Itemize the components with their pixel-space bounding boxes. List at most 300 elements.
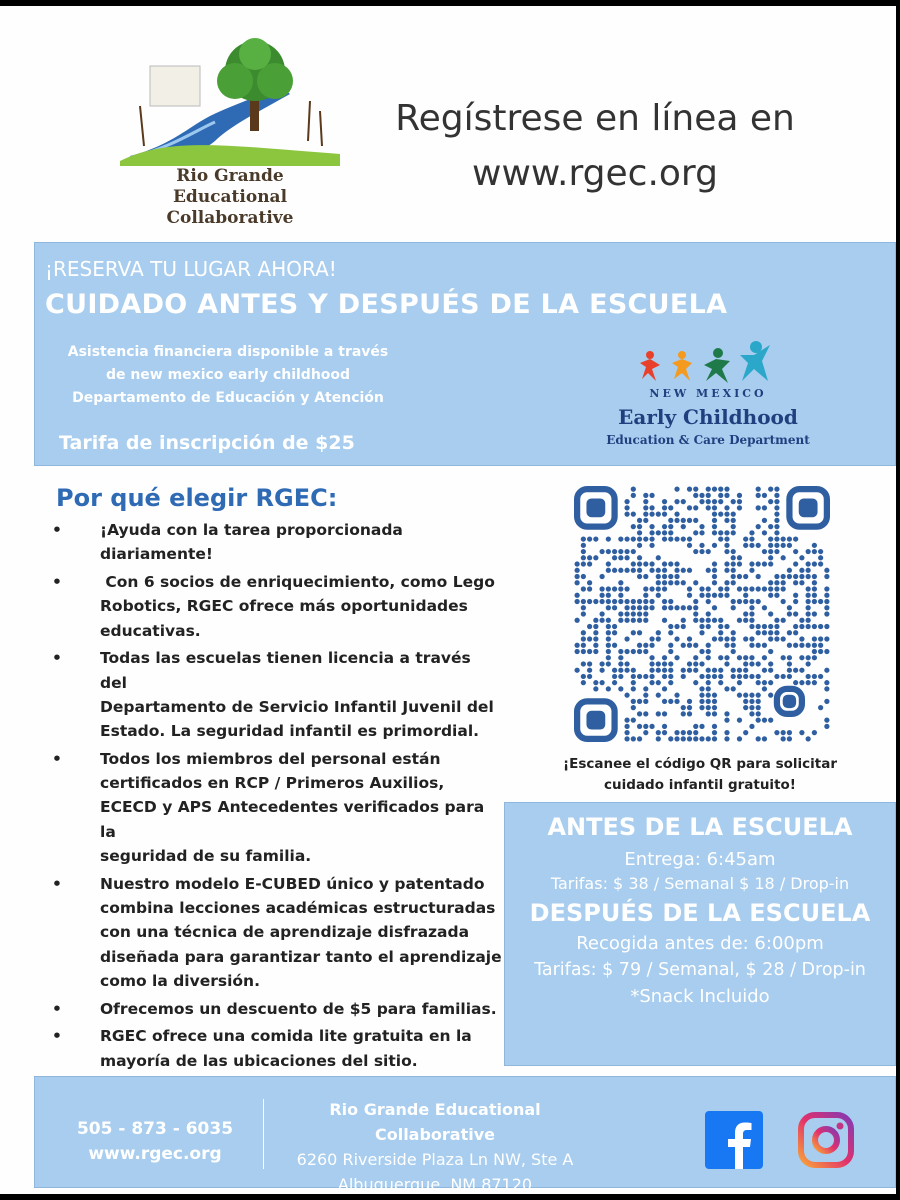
qr-module bbox=[724, 624, 729, 629]
qr-module bbox=[668, 536, 673, 541]
qr-module bbox=[599, 668, 604, 673]
register-line-1: Regístrese en línea en bbox=[395, 98, 795, 139]
qr-module bbox=[737, 574, 742, 579]
qr-module bbox=[649, 530, 654, 535]
qr-module bbox=[624, 718, 629, 723]
qr-module bbox=[612, 555, 617, 560]
bullet: • bbox=[52, 521, 62, 539]
qr-module bbox=[793, 536, 798, 541]
qr-module bbox=[631, 511, 636, 516]
qr-module bbox=[606, 593, 611, 598]
qr-module bbox=[812, 643, 817, 648]
qr-module bbox=[587, 580, 592, 585]
qr-module bbox=[656, 586, 661, 591]
qr-module bbox=[643, 499, 648, 504]
bullet: • bbox=[52, 572, 62, 591]
item-line: Todas las escuelas tienen licencia a través del bbox=[100, 649, 471, 692]
qr-module bbox=[706, 680, 711, 685]
qr-module bbox=[631, 736, 636, 741]
qr-module bbox=[706, 593, 711, 598]
qr-module bbox=[681, 568, 686, 573]
qr-module bbox=[631, 524, 636, 529]
qr-module bbox=[681, 705, 686, 710]
qr-module bbox=[824, 574, 829, 579]
qr-module bbox=[674, 574, 679, 579]
qr-module bbox=[606, 661, 611, 666]
qr-module bbox=[624, 724, 629, 729]
instagram-icon[interactable] bbox=[797, 1111, 855, 1169]
qr-module bbox=[637, 605, 642, 610]
qr-module bbox=[681, 730, 686, 735]
schedule-box bbox=[504, 802, 896, 1066]
qr-module bbox=[762, 493, 767, 498]
qr-module bbox=[631, 686, 636, 691]
qr-module bbox=[593, 599, 598, 604]
qr-module bbox=[581, 649, 586, 654]
qr-module bbox=[812, 649, 817, 654]
qr-module bbox=[699, 624, 704, 629]
qr-module bbox=[762, 624, 767, 629]
qr-module bbox=[581, 661, 586, 666]
item-line: Robotics, RGEC ofrece más oportunidades bbox=[100, 597, 468, 616]
logo-line-3: Collaborative bbox=[166, 208, 294, 228]
qr-module bbox=[687, 730, 692, 735]
qr-module bbox=[806, 549, 811, 554]
qr-module bbox=[581, 636, 586, 641]
qr-module bbox=[724, 580, 729, 585]
qr-module bbox=[581, 611, 586, 616]
qr-module bbox=[631, 680, 636, 685]
qr-module bbox=[812, 599, 817, 604]
qr-module bbox=[687, 586, 692, 591]
qr-module bbox=[781, 636, 786, 641]
qr-module bbox=[656, 661, 661, 666]
qr-module bbox=[812, 611, 817, 616]
qr-module bbox=[724, 593, 729, 598]
qr-module bbox=[724, 493, 729, 498]
qr-module bbox=[799, 574, 804, 579]
qr-module bbox=[631, 649, 636, 654]
qr-module bbox=[612, 568, 617, 573]
qr-module bbox=[806, 586, 811, 591]
qr-module bbox=[718, 536, 723, 541]
qr-module bbox=[712, 736, 717, 741]
phone-number[interactable]: 505 - 873 - 6035 bbox=[76, 1119, 234, 1139]
qr-module bbox=[699, 686, 704, 691]
qr-module bbox=[762, 686, 767, 691]
qr-module bbox=[699, 493, 704, 498]
qr-module bbox=[612, 624, 617, 629]
qr-module bbox=[793, 643, 798, 648]
qr-module bbox=[756, 524, 761, 529]
qr-module bbox=[637, 574, 642, 579]
website-link[interactable]: www.rgec.org bbox=[88, 1144, 222, 1164]
qr-module bbox=[737, 618, 742, 623]
qr-module bbox=[749, 693, 754, 698]
qr-module bbox=[824, 568, 829, 573]
qr-module bbox=[762, 605, 767, 610]
qr-module bbox=[637, 561, 642, 566]
qr-module bbox=[606, 643, 611, 648]
qr-module bbox=[593, 643, 598, 648]
qr-module bbox=[731, 561, 736, 566]
why-list bbox=[52, 518, 502, 1076]
qr-module bbox=[643, 611, 648, 616]
qr-module bbox=[724, 568, 729, 573]
qr-module bbox=[699, 543, 704, 548]
qr-module bbox=[749, 655, 754, 660]
qr-module bbox=[624, 586, 629, 591]
qr-module bbox=[687, 568, 692, 573]
qr-module bbox=[812, 624, 817, 629]
qr-module bbox=[768, 649, 773, 654]
qr-module bbox=[643, 511, 648, 516]
qr-module bbox=[781, 736, 786, 741]
qr-module bbox=[712, 530, 717, 535]
qr-module bbox=[649, 586, 654, 591]
qr-module bbox=[731, 530, 736, 535]
qr-module bbox=[706, 599, 711, 604]
qr-module bbox=[768, 561, 773, 566]
qr-module bbox=[724, 661, 729, 666]
qr-module bbox=[731, 499, 736, 504]
qr-module bbox=[824, 611, 829, 616]
qr-module bbox=[718, 668, 723, 673]
qr-module bbox=[699, 705, 704, 710]
qr-module bbox=[768, 693, 773, 698]
qr-module bbox=[793, 668, 798, 673]
qr-module bbox=[768, 668, 773, 673]
qr-module bbox=[706, 655, 711, 660]
qr-module bbox=[756, 711, 761, 716]
qr-module bbox=[768, 555, 773, 560]
qr-module bbox=[737, 599, 742, 604]
qr-module bbox=[818, 643, 823, 648]
qr-module bbox=[799, 730, 804, 735]
qr-module bbox=[649, 599, 654, 604]
qr-module bbox=[812, 593, 817, 598]
qr-module bbox=[599, 611, 604, 616]
qr-module bbox=[649, 643, 654, 648]
qr-module bbox=[662, 505, 667, 510]
snack-note: *Snack Incluido bbox=[630, 986, 770, 1007]
qr-module bbox=[643, 618, 648, 623]
qr-module bbox=[793, 549, 798, 554]
qr-module bbox=[618, 661, 623, 666]
qr-module bbox=[787, 736, 792, 741]
qr-module bbox=[699, 530, 704, 535]
qr-module bbox=[643, 593, 648, 598]
qr-module bbox=[668, 574, 673, 579]
qr-module bbox=[681, 674, 686, 679]
ececd-logo bbox=[583, 333, 833, 453]
qr-module bbox=[687, 711, 692, 716]
qr-module bbox=[806, 593, 811, 598]
qr-module bbox=[593, 624, 598, 629]
qr-module bbox=[599, 661, 604, 666]
qr-module bbox=[656, 530, 661, 535]
qr-module bbox=[574, 568, 579, 573]
qr-module bbox=[706, 618, 711, 623]
qr-module bbox=[774, 505, 779, 510]
qr-module bbox=[668, 661, 673, 666]
qr-module bbox=[818, 599, 823, 604]
qr-module bbox=[824, 668, 829, 673]
qr-module bbox=[806, 561, 811, 566]
qr-module bbox=[768, 611, 773, 616]
qr-module bbox=[637, 518, 642, 523]
qr-module bbox=[674, 655, 679, 660]
qr-module bbox=[599, 549, 604, 554]
register-url[interactable]: www.rgec.org bbox=[472, 153, 718, 194]
qr-module bbox=[799, 680, 804, 685]
qr-module bbox=[699, 649, 704, 654]
qr-module bbox=[581, 630, 586, 635]
qr-module bbox=[693, 605, 698, 610]
qr-module bbox=[668, 605, 673, 610]
qr-module bbox=[662, 580, 667, 585]
qr-module bbox=[774, 486, 779, 491]
qr-module bbox=[662, 536, 667, 541]
qr-module bbox=[693, 661, 698, 666]
qr-module bbox=[731, 518, 736, 523]
item-line: Ofrecemos un descuento de $5 para familias. bbox=[100, 999, 497, 1018]
qr-module bbox=[593, 555, 598, 560]
qr-module bbox=[606, 649, 611, 654]
qr-module bbox=[643, 574, 648, 579]
qr-code[interactable] bbox=[574, 486, 830, 742]
qr-module bbox=[606, 549, 611, 554]
footer bbox=[34, 1076, 896, 1194]
contact bbox=[65, 1117, 245, 1167]
qr-module bbox=[693, 724, 698, 729]
qr-module bbox=[762, 718, 767, 723]
qr-module bbox=[668, 599, 673, 604]
qr-module bbox=[668, 580, 673, 585]
qr-module bbox=[712, 580, 717, 585]
qr-module bbox=[637, 618, 642, 623]
qr-module bbox=[674, 605, 679, 610]
qr-module bbox=[787, 668, 792, 673]
qr-module bbox=[731, 524, 736, 529]
facebook-icon[interactable] bbox=[705, 1111, 763, 1169]
qr-module bbox=[699, 524, 704, 529]
qr-module bbox=[693, 618, 698, 623]
qr-module bbox=[774, 674, 779, 679]
qr-module bbox=[724, 530, 729, 535]
qr-module bbox=[587, 624, 592, 629]
qr-module bbox=[768, 624, 773, 629]
qr-module bbox=[574, 574, 579, 579]
qr-module bbox=[743, 586, 748, 591]
qr-module bbox=[681, 668, 686, 673]
qr-module bbox=[656, 630, 661, 635]
qr-module bbox=[731, 605, 736, 610]
qr-module bbox=[749, 699, 754, 704]
qr-module bbox=[593, 649, 598, 654]
qr-module bbox=[706, 568, 711, 573]
qr-module bbox=[737, 586, 742, 591]
qr-module bbox=[643, 586, 648, 591]
qr-module bbox=[781, 655, 786, 660]
qr-module bbox=[812, 674, 817, 679]
qr-module bbox=[606, 599, 611, 604]
qr-module bbox=[624, 618, 629, 623]
qr-module bbox=[624, 599, 629, 604]
qr-module bbox=[824, 586, 829, 591]
qr-module bbox=[618, 580, 623, 585]
qr-module bbox=[643, 693, 648, 698]
before-dropoff: Entrega: 6:45am bbox=[624, 849, 776, 870]
qr-module bbox=[624, 693, 629, 698]
qr-module bbox=[637, 699, 642, 704]
qr-module bbox=[743, 705, 748, 710]
qr-module bbox=[756, 586, 761, 591]
qr-module bbox=[768, 586, 773, 591]
qr-caption-line-2: cuidado infantil gratuito! bbox=[604, 777, 796, 793]
address-line-2: Albuquerque, NM 87120 bbox=[337, 1175, 533, 1194]
qr-module bbox=[618, 593, 623, 598]
financial-assistance bbox=[43, 341, 413, 410]
qr-module bbox=[756, 624, 761, 629]
qr-module bbox=[674, 561, 679, 566]
qr-module bbox=[674, 486, 679, 491]
qr-module bbox=[643, 699, 648, 704]
ececd-dept: Education & Care Department bbox=[606, 433, 810, 447]
qr-module bbox=[649, 680, 654, 685]
list-item bbox=[52, 872, 502, 993]
qr-module bbox=[656, 711, 661, 716]
qr-module bbox=[824, 686, 829, 691]
qr-module bbox=[593, 536, 598, 541]
bullet: • bbox=[52, 999, 62, 1018]
qr-module bbox=[618, 536, 623, 541]
qr-module bbox=[718, 499, 723, 504]
qr-module bbox=[781, 674, 786, 679]
qr-module bbox=[631, 549, 636, 554]
qr-module bbox=[624, 499, 629, 504]
qr-module bbox=[749, 636, 754, 641]
qr-module bbox=[637, 674, 642, 679]
qr-module bbox=[756, 736, 761, 741]
qr-module bbox=[743, 593, 748, 598]
qr-module bbox=[724, 549, 729, 554]
qr-module bbox=[668, 530, 673, 535]
qr-module bbox=[768, 680, 773, 685]
qr-module bbox=[674, 730, 679, 735]
qr-module bbox=[643, 649, 648, 654]
qr-module bbox=[637, 599, 642, 604]
item-line: como la diversión. bbox=[100, 971, 260, 990]
qr-module bbox=[712, 486, 717, 491]
qr-module bbox=[668, 736, 673, 741]
qr-module bbox=[687, 661, 692, 666]
qr-module bbox=[824, 593, 829, 598]
qr-module bbox=[674, 736, 679, 741]
qr-module bbox=[668, 649, 673, 654]
qr-module bbox=[731, 580, 736, 585]
item-line: Nuestro modelo E-CUBED único y patentado bbox=[100, 874, 485, 893]
qr-module bbox=[681, 643, 686, 648]
qr-module bbox=[712, 668, 717, 673]
ececd-state: NEW MEXICO bbox=[649, 387, 767, 400]
qr-module bbox=[706, 486, 711, 491]
qr-module bbox=[624, 611, 629, 616]
qr-module bbox=[637, 536, 642, 541]
qr-module bbox=[793, 593, 798, 598]
qr-module bbox=[656, 511, 661, 516]
qr-module bbox=[587, 649, 592, 654]
qr-module bbox=[581, 605, 586, 610]
bullet: • bbox=[52, 749, 62, 768]
qr-module bbox=[718, 618, 723, 623]
qr-module bbox=[818, 555, 823, 560]
qr-module bbox=[587, 661, 592, 666]
qr-module bbox=[762, 518, 767, 523]
qr-module bbox=[656, 580, 661, 585]
qr-module bbox=[637, 530, 642, 535]
qr-module bbox=[649, 511, 654, 516]
qr-module bbox=[699, 724, 704, 729]
qr-module bbox=[643, 686, 648, 691]
list-item bbox=[52, 518, 502, 567]
qr-module bbox=[793, 574, 798, 579]
qr-module bbox=[606, 624, 611, 629]
qr-module bbox=[768, 524, 773, 529]
qr-module bbox=[731, 555, 736, 560]
qr-module bbox=[743, 536, 748, 541]
qr-module bbox=[574, 643, 579, 648]
qr-module bbox=[668, 668, 673, 673]
qr-module bbox=[587, 599, 592, 604]
qr-module bbox=[662, 711, 667, 716]
qr-module bbox=[637, 543, 642, 548]
qr-module bbox=[662, 724, 667, 729]
qr-module bbox=[662, 524, 667, 529]
qr-module bbox=[706, 699, 711, 704]
qr-module bbox=[624, 568, 629, 573]
qr-module bbox=[774, 511, 779, 516]
qr-finder bbox=[577, 701, 614, 738]
qr-module bbox=[818, 636, 823, 641]
qr-module bbox=[631, 486, 636, 491]
qr-module bbox=[693, 518, 698, 523]
qr-module bbox=[706, 686, 711, 691]
qr-module bbox=[587, 555, 592, 560]
qr-module bbox=[812, 586, 817, 591]
qr-module bbox=[612, 605, 617, 610]
qr-module bbox=[662, 499, 667, 504]
qr-module bbox=[812, 680, 817, 685]
qr-module bbox=[762, 561, 767, 566]
item-line: Estado. La seguridad infantil es primordial. bbox=[100, 722, 480, 741]
qr-module bbox=[624, 636, 629, 641]
item-line: diariamente! bbox=[100, 545, 213, 564]
qr-module bbox=[799, 655, 804, 660]
qr-module bbox=[581, 561, 586, 566]
item-line: Departamento de Servicio Infantil Juvenil del bbox=[100, 697, 494, 716]
qr-module bbox=[649, 655, 654, 660]
qr-module bbox=[674, 699, 679, 704]
qr-module bbox=[787, 605, 792, 610]
qr-module bbox=[681, 499, 686, 504]
qr-module bbox=[762, 680, 767, 685]
qr-module bbox=[712, 568, 717, 573]
qr-module bbox=[624, 549, 629, 554]
qr-module bbox=[718, 593, 723, 598]
qr-module bbox=[649, 605, 654, 610]
qr-module bbox=[637, 711, 642, 716]
